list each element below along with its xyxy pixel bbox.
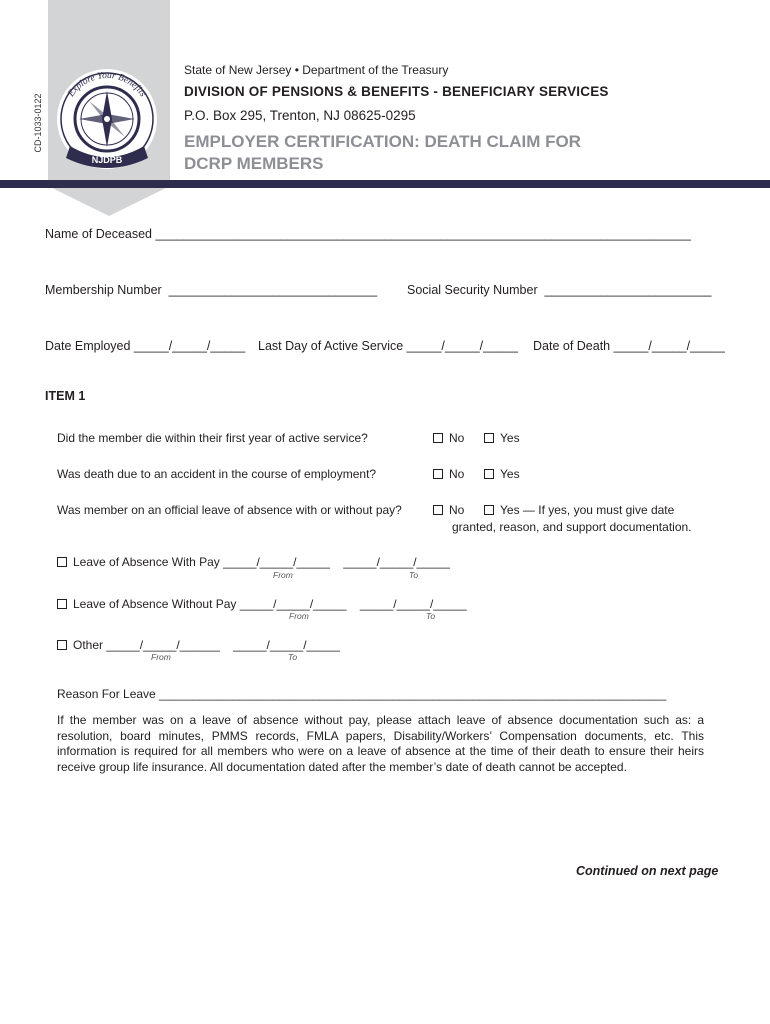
reason-for-leave-field[interactable]: Reason For Leave ____________________________________________________________________________ (57, 687, 667, 701)
form-title-line2: DCRP MEMBERS (184, 154, 324, 173)
documentation-paragraph: If the member was on a leave of absence without pay, please attach leave of absence documentation such as: a resolution, board minutes, PMMS records, FMLA papers, Disability/Workers’ Compensation documents, etc. This information is required for all members who were on a leave of absence at the time of their death to ensure their heirs receive group life insurance. All documentation dated after the member’s date of death cannot be accepted. (57, 713, 704, 774)
question-first-year: Did the member die within their first year of active service? (57, 431, 368, 445)
item1-heading: ITEM 1 (45, 389, 86, 403)
form-code: CD-1033-0122 (33, 93, 43, 153)
checkbox-icon[interactable] (484, 505, 494, 515)
to-label: To (409, 570, 419, 580)
from-label: From (289, 611, 309, 621)
loa-without-pay-option[interactable]: Leave of Absence Without Pay _____/_____/_____ _____/_____/_____ (57, 597, 467, 611)
agency-line: State of New Jersey • Department of the Treasury (184, 63, 449, 77)
njdpb-logo (52, 64, 162, 174)
q3-yes-option[interactable]: Yes — If yes, you must give date (484, 503, 674, 517)
q1-yes-option[interactable]: Yes (484, 431, 520, 445)
from-label: From (273, 570, 293, 580)
logo-text-top: Explore Your Benefits (66, 70, 148, 99)
logo-text-bottom: NJDPB (91, 155, 123, 165)
division-name: DIVISION OF PENSIONS & BENEFITS - BENEFICIARY SERVICES (184, 84, 609, 99)
membership-number-field[interactable]: Membership Number ______________________________ (45, 283, 378, 297)
date-employed-field[interactable]: Date Employed _____/_____/_____ (45, 339, 246, 353)
checkbox-icon[interactable] (433, 469, 443, 479)
q3-yes-note: granted, reason, and support documentation. (452, 520, 692, 534)
checkbox-icon[interactable] (484, 433, 494, 443)
ssn-field[interactable]: Social Security Number ________________________ (407, 283, 712, 297)
other-leave-option[interactable]: Other _____/_____/______ _____/_____/_____ (57, 638, 340, 652)
q2-yes-option[interactable]: Yes (484, 467, 520, 481)
mailing-address: P.O. Box 295, Trenton, NJ 08625-0295 (184, 108, 416, 123)
from-label: From (151, 652, 171, 662)
last-day-active-service-field[interactable]: Last Day of Active Service _____/_____/_____ (258, 339, 518, 353)
checkbox-icon[interactable] (57, 640, 67, 650)
date-of-death-field[interactable]: Date of Death _____/_____/_____ (533, 339, 725, 353)
checkbox-icon[interactable] (433, 505, 443, 515)
q2-no-option[interactable]: No (433, 467, 464, 481)
checkbox-icon[interactable] (57, 557, 67, 567)
loa-with-pay-option[interactable]: Leave of Absence With Pay _____/_____/_____ _____/_____/_____ (57, 555, 450, 569)
continued-note: Continued on next page (576, 864, 719, 878)
form-title (184, 131, 654, 175)
question-leave-of-absence: Was member on an official leave of absence with or without pay? (57, 503, 402, 517)
checkbox-icon[interactable] (433, 433, 443, 443)
header-band (0, 180, 770, 188)
checkbox-icon[interactable] (57, 599, 67, 609)
form-title-line1: EMPLOYER CERTIFICATION: DEATH CLAIM FOR (184, 132, 581, 151)
name-of-deceased-field[interactable]: Name of Deceased _____________________________________________________________________________ (45, 227, 691, 241)
to-label: To (426, 611, 436, 621)
checkbox-icon[interactable] (484, 469, 494, 479)
question-accident: Was death due to an accident in the course of employment? (57, 467, 377, 481)
to-label: To (288, 652, 298, 662)
q3-no-option[interactable]: No (433, 503, 464, 517)
q1-no-option[interactable]: No (433, 431, 464, 445)
